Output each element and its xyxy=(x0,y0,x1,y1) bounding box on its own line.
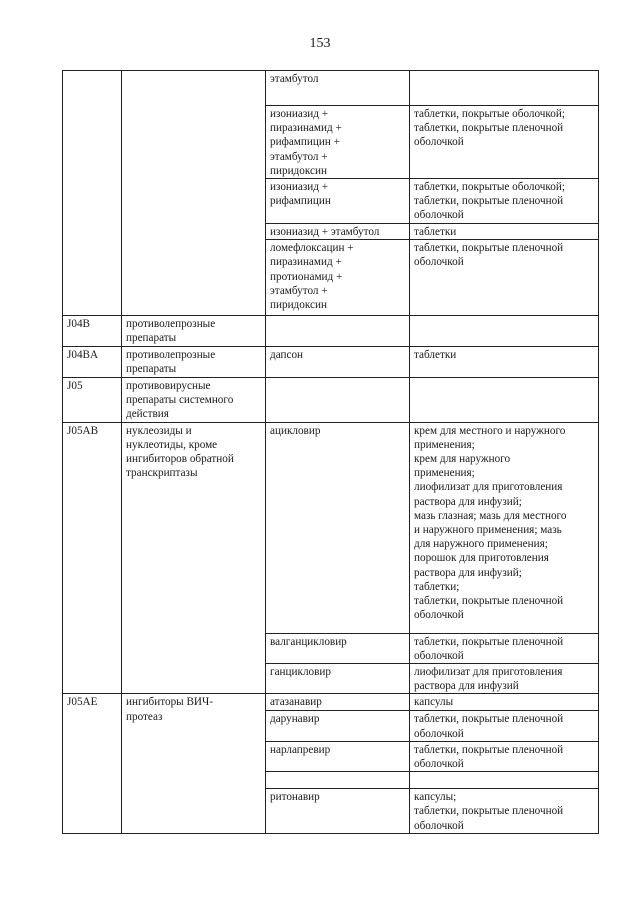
drug-cell: нарлапревир xyxy=(266,741,410,771)
group-cell: ингибиторы ВИЧ- протеаз xyxy=(122,694,266,834)
drug-cell: изониазид + рифампицин xyxy=(266,179,410,224)
table-row xyxy=(63,346,599,377)
form-cell: капсулы; таблетки, покрытые пленочной оболочкой xyxy=(410,789,599,834)
form-cell: лиофилизат для приготовления раствора для инфузий xyxy=(410,664,599,694)
form-cell: таблетки, покрытые оболочкой; таблетки, покрытые пленочной оболочкой xyxy=(410,179,599,224)
drug-cell: валганцикловир xyxy=(266,633,410,663)
drug-cell xyxy=(266,316,410,346)
group-cell: нуклеозиды и нуклеотиды, кроме ингибиторов обратной транскриптазы xyxy=(122,422,266,694)
drug-table xyxy=(62,70,599,834)
code-cell xyxy=(63,71,122,316)
group-cell xyxy=(122,71,266,316)
drug-cell: этамбутол xyxy=(266,71,410,106)
form-cell: таблетки xyxy=(410,224,599,240)
drug-cell: дарунавир xyxy=(266,711,410,741)
group-cell: противолепрозные препараты xyxy=(122,316,266,346)
table-row xyxy=(63,316,599,346)
code-cell: J04B xyxy=(63,316,122,346)
code-cell: J04BA xyxy=(63,346,122,377)
form-cell: таблетки, покрытые пленочной оболочкой xyxy=(410,711,599,741)
table-row xyxy=(63,422,599,633)
form-cell: таблетки, покрытые пленочной оболочкой xyxy=(410,240,599,316)
form-cell xyxy=(410,377,599,422)
form-cell: таблетки, покрытые пленочной оболочкой xyxy=(410,741,599,771)
table-row xyxy=(63,377,599,422)
drug-cell: ломефлоксацин + пиразинамид + протионамид + этамбутол + пиридоксин xyxy=(266,240,410,316)
group-cell: противовирусные препараты системного действия xyxy=(122,377,266,422)
page-number: 153 xyxy=(309,36,331,51)
drug-cell: ганцикловир xyxy=(266,664,410,694)
form-cell xyxy=(410,772,599,789)
drug-cell: дапсон xyxy=(266,346,410,377)
form-cell: таблетки xyxy=(410,346,599,377)
form-cell: крем для местного и наружного применения; крем для наружного применения; лиофилизат для приготовления раствора для инфузий; мазь глазная; мазь для местного и наружного применения; мазь для наружного применения; порошок для приготовления раствора для инфузий; таблетки; таблетки, покрытые пленочной оболочкой xyxy=(410,422,599,633)
form-cell xyxy=(410,316,599,346)
form-cell: капсулы xyxy=(410,694,599,711)
drug-cell: изониазид + пиразинамид + рифампицин + этамбутол + пиридоксин xyxy=(266,106,410,179)
form-cell xyxy=(410,71,599,106)
code-cell: J05AB xyxy=(63,422,122,694)
code-cell: J05 xyxy=(63,377,122,422)
code-cell: J05AE xyxy=(63,694,122,834)
drug-cell: ацикловир xyxy=(266,422,410,633)
drug-cell xyxy=(266,377,410,422)
drug-cell: изониазид + этамбутол xyxy=(266,224,410,240)
form-cell: таблетки, покрытые пленочной оболочкой xyxy=(410,633,599,663)
drug-cell: атазанавир xyxy=(266,694,410,711)
form-cell: таблетки, покрытые оболочкой; таблетки, покрытые пленочной оболочкой xyxy=(410,106,599,179)
group-cell: противолепрозные препараты xyxy=(122,346,266,377)
table-row xyxy=(63,71,599,106)
drug-cell xyxy=(266,772,410,789)
drug-cell: ритонавир xyxy=(266,789,410,834)
table-row xyxy=(63,694,599,711)
